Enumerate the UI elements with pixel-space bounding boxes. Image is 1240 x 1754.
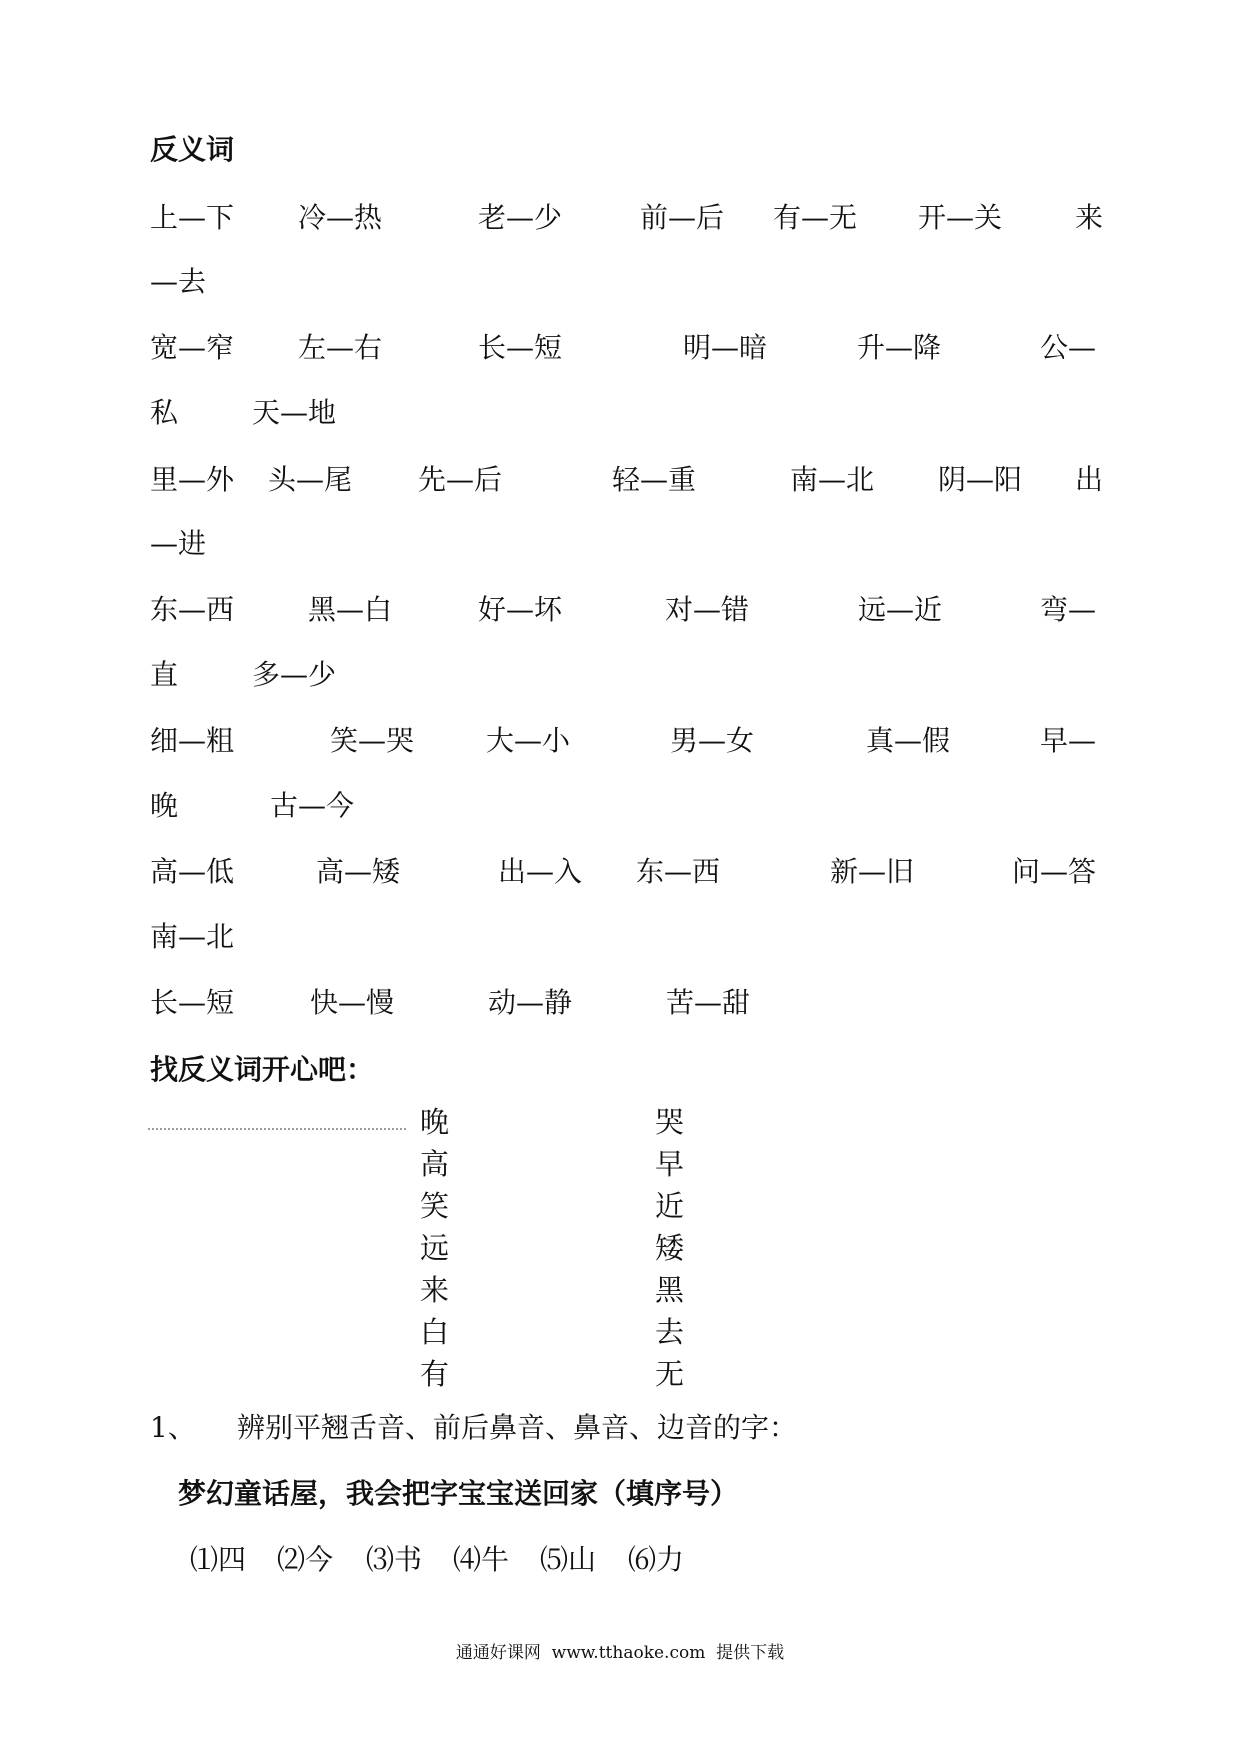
antonym-pair: 阴—阳	[938, 463, 1023, 496]
match-right-item: 哭	[655, 1105, 685, 1139]
antonym-pair: 笑—哭	[330, 724, 415, 757]
exercise-instruction: 辨别平翘舌音、前后鼻音、鼻音、边音的字：	[237, 1411, 798, 1444]
antonym-pair: 宽—窄	[150, 331, 235, 364]
option-item: ⑸山	[540, 1543, 597, 1576]
antonym-pair: 多—少	[252, 658, 337, 691]
antonym-pair: —去	[150, 265, 207, 298]
antonym-pair: 上—下	[150, 201, 235, 234]
match-right-item: 无	[655, 1357, 685, 1391]
exercise-subheading: 梦幻童话屋，我会把字宝宝送回家（填序号）	[178, 1477, 739, 1510]
antonym-pair: 私	[150, 396, 179, 429]
antonym-pair: 真—假	[866, 724, 951, 757]
antonym-pair: 开—关	[918, 201, 1003, 234]
antonym-pair: 好—坏	[478, 593, 563, 626]
antonym-pair: 里—外	[150, 463, 235, 496]
option-item: ⑹力	[628, 1543, 685, 1576]
antonym-pair: 轻—重	[612, 463, 697, 496]
antonym-pair: 黑—白	[308, 593, 393, 626]
antonym-pair: 问—答	[1012, 855, 1097, 888]
antonym-pair: 大—小	[486, 724, 571, 757]
antonym-pair: 公—	[1040, 331, 1097, 364]
antonym-pair: 古—今	[270, 789, 355, 822]
antonym-pair: —进	[150, 527, 207, 560]
antonym-pair: 出—入	[498, 855, 583, 888]
match-left-item: 来	[420, 1273, 450, 1307]
antonym-pair: 左—右	[298, 331, 383, 364]
antonym-pair: 南—北	[790, 463, 875, 496]
match-left-item: 有	[420, 1357, 450, 1391]
page-title: 反义词	[150, 133, 235, 166]
antonym-pair: 长—短	[150, 986, 235, 1019]
dotted-divider	[148, 1128, 406, 1130]
antonym-pair: 出	[1075, 463, 1104, 496]
antonym-pair: 高—低	[150, 855, 235, 888]
antonym-pair: 弯—	[1040, 593, 1097, 626]
antonym-pair: 晚	[150, 789, 179, 822]
match-left-item: 白	[420, 1315, 450, 1349]
antonym-pair: 新—旧	[830, 855, 915, 888]
antonym-pair: 有—无	[773, 201, 858, 234]
antonym-pair: 苦—甜	[666, 986, 751, 1019]
antonym-pair: 明—暗	[683, 331, 768, 364]
antonym-pair: 早—	[1040, 724, 1097, 757]
match-right-item: 矮	[655, 1231, 685, 1265]
antonym-pair: 前—后	[640, 201, 725, 234]
antonym-pair: 升—降	[857, 331, 942, 364]
antonym-pair: 冷—热	[298, 201, 383, 234]
match-right-item: 去	[655, 1315, 685, 1349]
antonym-pair: 先—后	[418, 463, 503, 496]
match-left-item: 远	[420, 1231, 450, 1265]
match-right-column	[655, 1101, 684, 1395]
antonym-pair: 动—静	[488, 986, 573, 1019]
antonym-pair: 对—错	[665, 593, 750, 626]
option-item: ⑶书	[366, 1543, 423, 1576]
antonym-pair: 天—地	[252, 396, 337, 429]
match-right-item: 黑	[655, 1273, 685, 1307]
option-item: ⑴四	[190, 1543, 247, 1576]
antonym-pair: 东—西	[636, 855, 721, 888]
antonym-pair: 细—粗	[150, 724, 235, 757]
antonym-pair: 来	[1075, 201, 1104, 234]
antonym-pair: 高—矮	[316, 855, 401, 888]
antonym-pair: 远—近	[858, 593, 943, 626]
exercise-number: 1、	[150, 1411, 196, 1444]
antonym-pair: 南—北	[150, 920, 235, 953]
antonym-pair: 东—西	[150, 593, 235, 626]
match-left-item: 笑	[420, 1189, 450, 1223]
option-item: ⑷牛	[453, 1543, 510, 1576]
antonym-pair: 老—少	[478, 201, 563, 234]
antonym-pair: 长—短	[478, 331, 563, 364]
match-left-item: 晚	[420, 1105, 450, 1139]
antonym-pair: 头—尾	[268, 463, 353, 496]
antonym-pair: 直	[150, 658, 179, 691]
antonym-pair: 男—女	[670, 724, 755, 757]
match-right-item: 早	[655, 1147, 685, 1181]
option-item: ⑵今	[277, 1543, 334, 1576]
page-footer: 通通好课网 www.tthaoke.com 提供下载	[455, 1643, 785, 1663]
match-left-item: 高	[420, 1147, 450, 1181]
antonym-pair: 快—慢	[310, 986, 395, 1019]
match-heading: 找反义词开心吧：	[150, 1053, 375, 1086]
match-left-column	[420, 1101, 449, 1395]
match-right-item: 近	[655, 1189, 685, 1223]
